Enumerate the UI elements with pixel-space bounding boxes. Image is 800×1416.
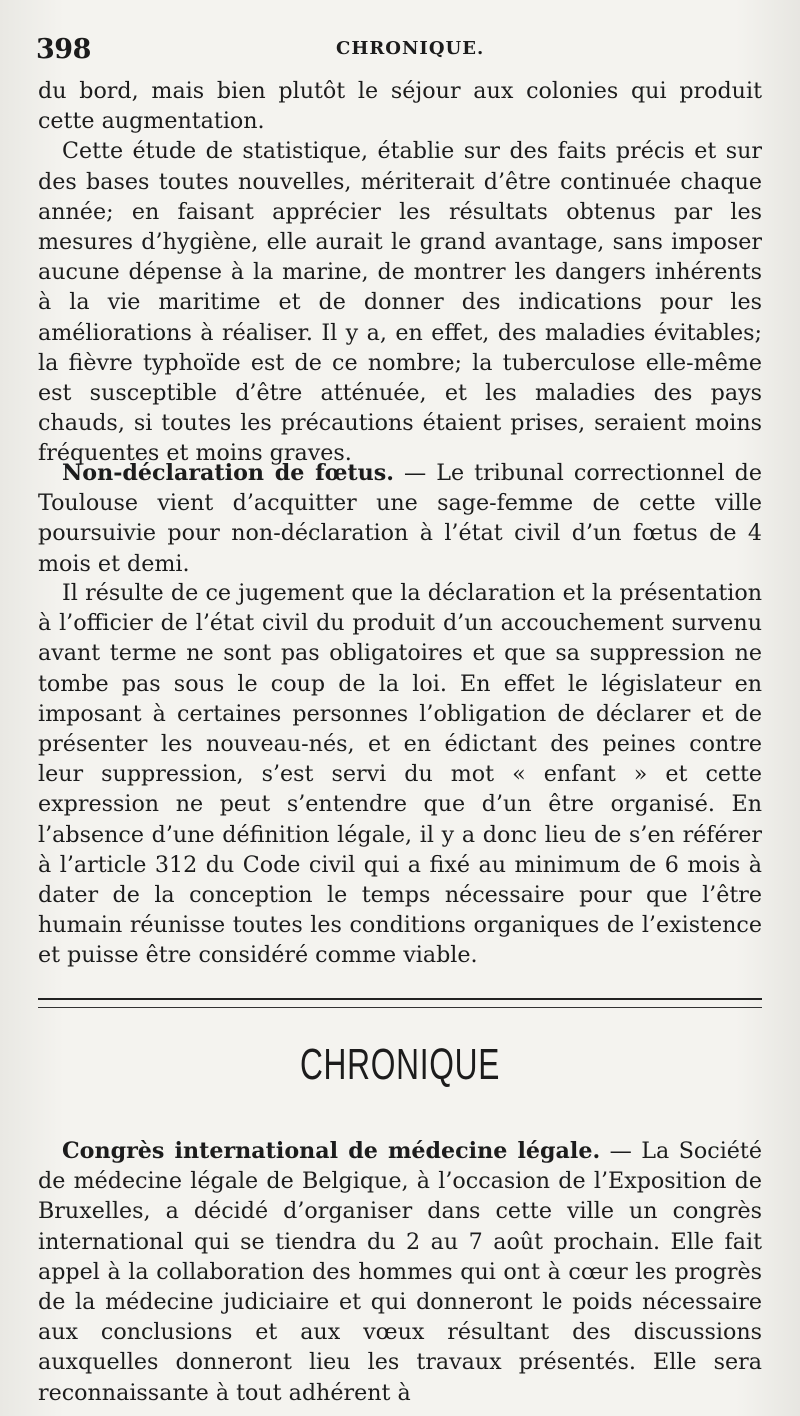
paragraph-congress-body: — La Société de médecine légale de Belgique, à l’occasion de l’Exposition de Bruxelles, a décidé d’organiser dans cette ville un congrès international qui se tiendra du 2 au 7 août prochain. Elle fait appel à la collaboration des hommes qui ont à cœur les progrès de la médecine judiciaire et qui donneront le poids nécessaire aux conclusions et aux vœux résultant des discussions auxquelles donneront lieu les travaux présentés. Elle sera reconnaissante à tout adhérent à	[38, 1138, 762, 1406]
paragraph-congress-text	[38, 1136, 762, 1408]
run-in-heading-non-declaration: Non-déclaration de fœtus.	[62, 460, 395, 486]
section-title: CHRONIQUE	[299, 1040, 501, 1089]
section-divider	[38, 998, 762, 1008]
paragraph-colonies: du bord, mais bien plutôt le séjour aux colonies qui produit cette augmentation.	[38, 78, 762, 135]
running-head	[36, 34, 760, 74]
running-title: CHRONIQUE.	[336, 38, 485, 59]
paragraph-non-declaration	[38, 458, 762, 579]
paragraph-judgment-text: Il résulte de ce jugement que la déclaration et la présentation à l’officier de l’état civil du produit d’un accouchement survenu avant terme ne sont pas obligatoires et que sa suppression ne tombe pas sous le coup de la loi. En effet le législateur en imposant à certaines personnes l’obligation de déclarer et de présenter les nouveau-nés, et en édictant des peines contre leur suppression, s’est servi du mot « enfant » et cette expression ne peut s’entendre que d’un être organisé. En l’absence d’une définition légale, il y a donc lieu de s’en référer à l’article 312 du Code civil qui a fixé au minimum de 6 mois à dater de la conception le temps nécessaire pour que l’être humain réunisse toutes les conditions organiques de l’existence et puisse être considéré comme viable.	[38, 580, 762, 969]
paragraph-non-declaration-text	[38, 458, 762, 579]
page-number: 398	[36, 34, 91, 65]
paragraph-statistics: Cette étude de statistique, établie sur des faits précis et sur des bases toutes nouvelles, mériterait d’être continuée chaque année; en faisant apprécier les résultats obtenus par les mesures d’hygiène, elle aurait le grand avantage, sans imposer aucune dépense à la marine, de montrer les dangers inhérents à la vie maritime et de donner des indications pour les améliorations à réaliser. Il y a, en effet, des maladies évitables; la fièvre typhoïde est de ce nombre; la tuberculose elle-même est susceptible d’être atténuée, et les maladies des pays chauds, si toutes les précautions étaient prises, seraient moins fréquentes et moins graves.	[38, 138, 762, 467]
paragraph-congress	[38, 1136, 762, 1408]
paragraph-non-declaration-body: — Le tribunal correctionnel de Toulouse vient d’acquitter une sage-femme de cette ville poursuivie pour non-déclaration à l’état civil d’un fœtus de 4 mois et demi.	[38, 460, 762, 577]
paragraph-group-hygiene	[38, 76, 762, 469]
run-in-heading-congress: Congrès international de médecine légale.	[62, 1138, 601, 1164]
paragraph-judgment	[38, 578, 762, 971]
